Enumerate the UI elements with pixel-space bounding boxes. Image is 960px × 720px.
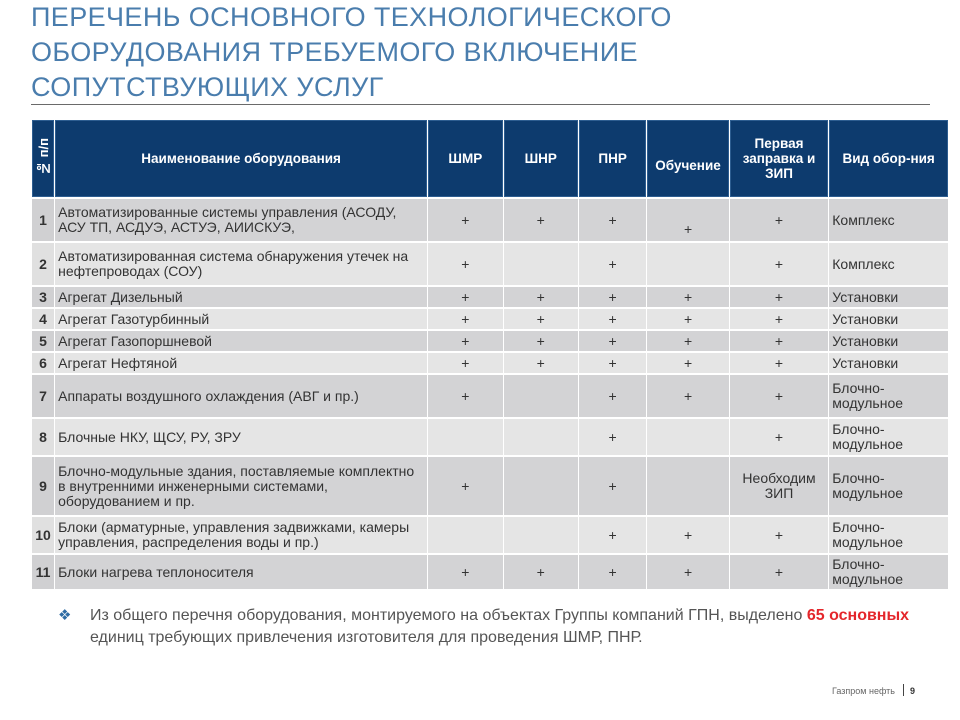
slide-title-line-2: ОБОРУДОВАНИЯ ТРЕБУЕМОГО ВКЛЮЧЕНИЕ — [31, 37, 638, 67]
cell-training — [647, 457, 728, 515]
cell-shnr: + — [504, 331, 578, 351]
cell-pnr: + — [579, 287, 646, 307]
cell-shmr: + — [428, 331, 502, 351]
cell-shnr — [504, 375, 578, 417]
cell-pnr: + — [579, 375, 646, 417]
table-row — [32, 243, 948, 285]
equipment-kind: Блочно-модульное — [829, 555, 948, 589]
cell-pnr: + — [579, 331, 646, 351]
equipment-name: Автоматизированные системы управления (АСОДУ, АСУ ТП, АСДУЭ, АСТУЭ, АИИСКУЭ, — [55, 199, 427, 241]
row-number: 8 — [32, 419, 54, 455]
cell-shmr: + — [428, 309, 502, 329]
table-row — [32, 457, 948, 515]
header-shmr: ШМР — [428, 120, 502, 197]
cell-fill: + — [730, 287, 829, 307]
header-num: № п/п — [32, 120, 54, 197]
cell-shnr — [504, 419, 578, 455]
highlight-count: 65 основных — [806, 607, 910, 624]
summary-note-text: Из общего перечня оборудования, монтируемого на объектах Группы компаний ГПН, выделено 65 основных единиц требующих привлечения изготовителя для проведения ШМР, ПНР. — [90, 607, 910, 646]
cell-fill: + — [730, 243, 829, 285]
cell-shmr — [428, 517, 502, 553]
equipment-kind: Установки — [829, 309, 948, 329]
equipment-name: Аппараты воздушного охлаждения (АВГ и пр.) — [55, 375, 427, 417]
equipment-kind: Установки — [829, 331, 948, 351]
equipment-kind: Комплекс — [829, 243, 948, 285]
cell-shmr — [428, 419, 502, 455]
row-number: 4 — [32, 309, 54, 329]
cell-shnr: + — [504, 353, 578, 373]
cell-shnr: + — [504, 555, 578, 589]
header-name: Наименование оборудования — [55, 120, 427, 197]
summary-note — [58, 605, 944, 649]
row-number: 7 — [32, 375, 54, 417]
cell-shmr: + — [428, 375, 502, 417]
table-row — [32, 353, 948, 373]
diamond-bullet-icon: ❖ — [58, 607, 72, 624]
slide-title — [31, 0, 931, 105]
equipment-name: Агрегат Газотурбинный — [55, 309, 427, 329]
cell-shmr: + — [428, 199, 502, 241]
cell-training: + — [647, 555, 728, 589]
table-row — [32, 309, 948, 329]
table-row — [32, 331, 948, 351]
equipment-name: Блочные НКУ, ЩСУ, РУ, ЗРУ — [55, 419, 427, 455]
cell-pnr: + — [579, 517, 646, 553]
cell-fill: + — [730, 419, 829, 455]
row-number: 3 — [32, 287, 54, 307]
table-header-row — [32, 120, 948, 197]
table-row — [32, 287, 948, 307]
slide-footer — [832, 684, 915, 696]
slide-title-line-1: ПЕРЕЧЕНЬ ОСНОВНОГО ТЕХНОЛОГИЧЕСКОГО — [31, 2, 672, 32]
header-training: Обучение — [647, 120, 728, 197]
cell-pnr: + — [579, 309, 646, 329]
table-row — [32, 199, 948, 241]
cell-shnr — [504, 457, 578, 515]
equipment-name: Агрегат Дизельный — [55, 287, 427, 307]
cell-fill: + — [730, 555, 829, 589]
equipment-name: Агрегат Нефтяной — [55, 353, 427, 373]
cell-shmr: + — [428, 555, 502, 589]
footer-separator — [903, 684, 904, 696]
cell-pnr: + — [579, 419, 646, 455]
cell-pnr: + — [579, 199, 646, 241]
row-number: 11 — [32, 555, 54, 589]
cell-shnr: + — [504, 287, 578, 307]
cell-shnr — [504, 243, 578, 285]
cell-training — [647, 419, 728, 455]
cell-training: + — [647, 517, 728, 553]
header-shnr: ШНР — [504, 120, 578, 197]
equipment-name: Блочно-модульные здания, поставляемые комплектно в внутренними инженерными системами, оборудованием и пр. — [55, 457, 427, 515]
cell-training: + — [647, 287, 728, 307]
equipment-kind: Установки — [829, 353, 948, 373]
cell-training: + — [647, 353, 728, 373]
cell-pnr: + — [579, 457, 646, 515]
footer-company: Газпром нефть — [832, 686, 895, 696]
cell-shmr: + — [428, 457, 502, 515]
cell-pnr: + — [579, 243, 646, 285]
cell-training: + — [647, 199, 728, 241]
cell-shnr: + — [504, 309, 578, 329]
equipment-name: Блоки (арматурные, управления задвижками, камеры управления, распределения воды и пр.) — [55, 517, 427, 553]
header-equipment-kind: Вид обор-ния — [829, 120, 948, 197]
equipment-name: Автоматизированная система обнаружения утечек на нефтепроводах (СОУ) — [55, 243, 427, 285]
cell-shmr: + — [428, 353, 502, 373]
cell-fill: Необходим ЗИП — [730, 457, 829, 515]
table-row — [32, 555, 948, 589]
cell-shmr: + — [428, 287, 502, 307]
cell-shnr: + — [504, 199, 578, 241]
row-number: 9 — [32, 457, 54, 515]
header-first-fill: Первая заправка и ЗИП — [730, 120, 829, 197]
row-number: 1 — [32, 199, 54, 241]
cell-pnr: + — [579, 353, 646, 373]
page-number: 9 — [909, 686, 915, 696]
title-divider — [31, 104, 930, 105]
slide-title-line-3: СОПУТСТВУЮЩИХ УСЛУГ — [31, 72, 384, 102]
equipment-table — [31, 118, 949, 591]
header-pnr: ПНР — [579, 120, 646, 197]
row-number: 10 — [32, 517, 54, 553]
cell-fill: + — [730, 353, 829, 373]
row-number: 6 — [32, 353, 54, 373]
cell-shnr — [504, 517, 578, 553]
row-number: 5 — [32, 331, 54, 351]
cell-training: + — [647, 331, 728, 351]
cell-training — [647, 243, 728, 285]
row-number: 2 — [32, 243, 54, 285]
equipment-kind: Блочно-модульное — [829, 419, 948, 455]
equipment-kind: Блочно-модульное — [829, 517, 948, 553]
cell-fill: + — [730, 517, 829, 553]
equipment-kind: Блочно-модульное — [829, 375, 948, 417]
equipment-kind: Комплекс — [829, 199, 948, 241]
cell-fill: + — [730, 199, 829, 241]
equipment-name: Блоки нагрева теплоносителя — [55, 555, 427, 589]
equipment-kind: Блочно-модульное — [829, 457, 948, 515]
table-row — [32, 375, 948, 417]
cell-fill: + — [730, 375, 829, 417]
equipment-kind: Установки — [829, 287, 948, 307]
cell-pnr: + — [579, 555, 646, 589]
table-row — [32, 419, 948, 455]
cell-fill: + — [730, 331, 829, 351]
cell-fill: + — [730, 309, 829, 329]
cell-training: + — [647, 375, 728, 417]
cell-shmr: + — [428, 243, 502, 285]
table-row — [32, 517, 948, 553]
equipment-name: Агрегат Газопоршневой — [55, 331, 427, 351]
cell-training: + — [647, 309, 728, 329]
